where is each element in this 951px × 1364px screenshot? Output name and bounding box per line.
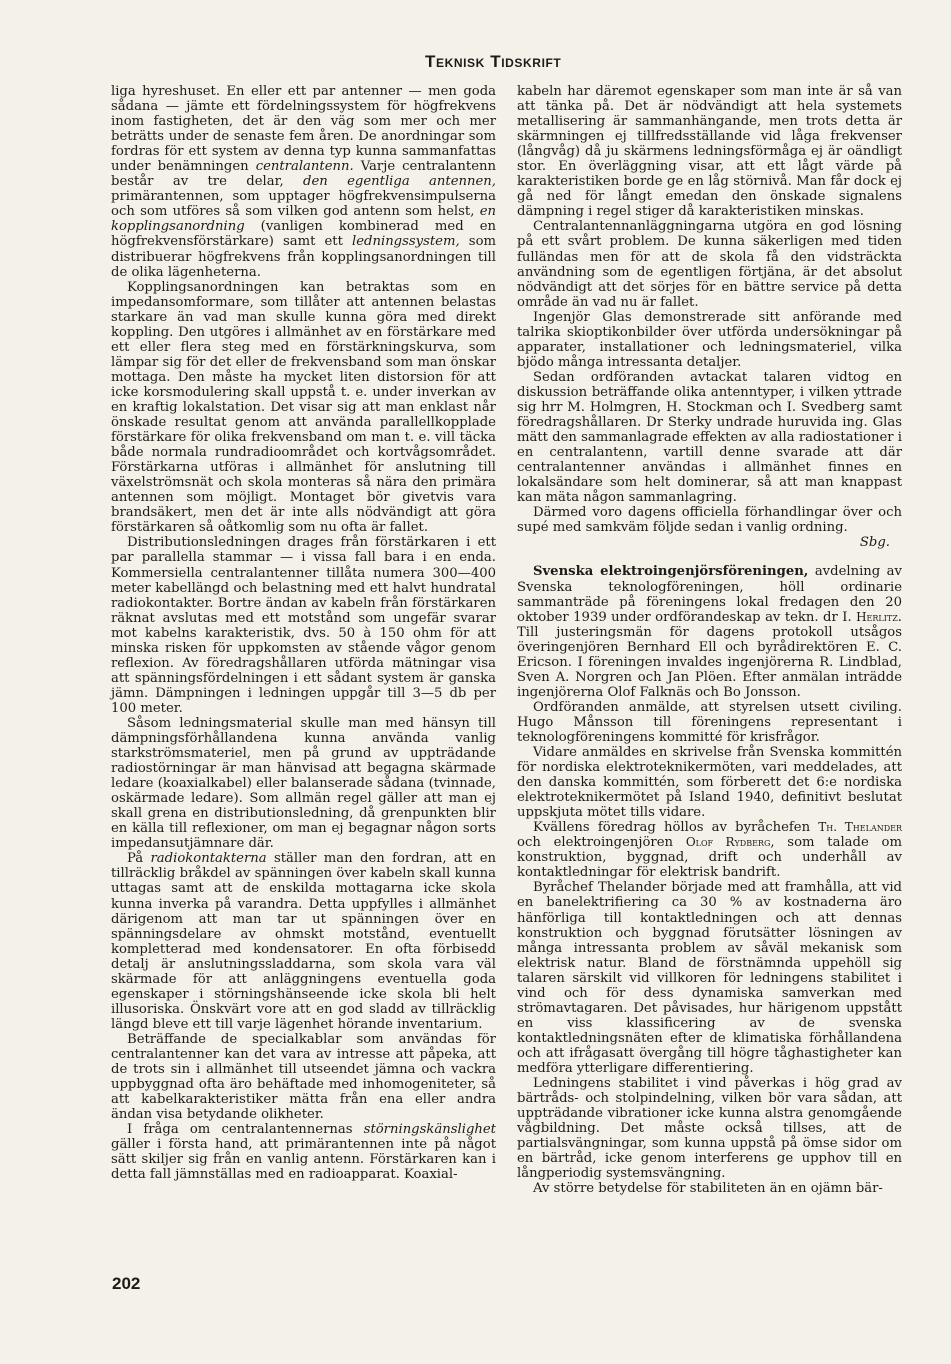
paragraph: Vidare anmäldes en skrivelse från Svenska kommittén för nordiska elektroteknikermöten, vari meddelades, att den danska kommittén, som förberett det 6:e nordiska elektroteknikermötet på Island 1940, definitivt beslutat uppskjuta mötet tills vidare. [517, 745, 902, 821]
paragraph: liga hyreshuset. En eller ett par antenner — men goda sådana — jämte ett fördelningssystem för högfrekvens inom fastigheten, det är den väg som mer och mer beträtts under de senaste fem åren. De anordningar som fordras för ett system av denna typ kunna sammanfattas under benämningen centralantenn. Varje centralantenn består av tre delar, den egentliga antennen, primärantennen, som upptager högfrekvensimpulserna och som utföres så som vilken god antenn som helst, en kopplingsanordning (vanligen kombinerad med en högfrekvensförstärkare) samt ett ledningssystem, som distribuerar högfrekvens från kopplingsanordningen till de olika lägenheterna. [111, 84, 497, 280]
paragraph: Såsom ledningsmaterial skulle man med hänsyn till dämpningsförhållandena kunna använda vanlig starkströmsmateriel, men på grund av uppträdande radiostörningar är man hänvisad att begagna skärmade ledare (koaxialkabel) eller balanserade sådana (tvinnade, oskärmade ledare). Som allmän regel gäller att man ej skall grena en distributionsledning, då grenpunkten blir en källa till reflexioner, om man ej begagnar någon sorts impedansutjämnare där. [111, 715, 496, 852]
paragraph: Därmed voro dagens officiella förhandlingar över och supé med samkväm följde sedan i vanlig ordning. [517, 505, 902, 536]
paragraph: Kvällens föredrag höllos av byråchefen Th. Thelander och elektroingenjören Olof Rydberg, som talade om konstruktion, byggnad, drift och underhåll av kontaktledningar för elektrisk bandrift. [517, 820, 902, 881]
paragraph: Centralantennanläggningarna utgöra en god lösning på ett svårt problem. De kunna säkerligen med tiden fulländas men för att de skola få den vidsträckta användning som de egentligen förtjäna, är det absolut nödvändigt att det sörjes för en bättre service på detta område än vad nu är fallet. [517, 219, 902, 310]
paragraph: Ordföranden anmälde, att styrelsen utsett civiling. Hugo Månsson till föreningens representant i teknologföreningens kommitté för krisfrågor. [517, 699, 902, 745]
paragraph: Kopplingsanordningen kan betraktas som en impedansomformare, som tillåter att antennen belastas starkare än vad man skulle kunna göra med direkt koppling. Den utgöres i allmänhet av en förstärkare med ett eller flera steg med en förstärkningskurva, som lämpar sig för det eller de frekvensband som man önskar mottaga. Den måste ha mycket liten distorsion för att icke korsmodulering skall uppstå t. e. under inverkan av en kraftig lokalstation. Det visar sig att man enklast når önskade resultat genom att använda parallellkopplade förstärkare för olika frekvensband om man t. e. vill täcka både normala rundradioområdet och kortvågsområdet. Förstärkarna utföras i allmänhet för anslutning till växelströmsnät och skola monteras så nära den primära antennen som möjligt. Montaget bör givetvis vara brandsäkert, men det är inte alls nödvändigt att göra förstärkaren så oåtkomlig som nu ofta är fallet. [111, 279, 496, 536]
page-number: 202 [112, 1274, 141, 1293]
section-lead: Svenska elektroingenjörsföreningen, [533, 564, 809, 580]
right-column [517, 84, 902, 1196]
paragraph: Byråchef Thelander började med att framhålla, att vid en banelektrifiering ca 30 % av kostnaderna äro hänförliga till kontaktledningen och att dennas konstruktion och byggnad förutsätter lösningen av många intressanta problem av såväl mekanisk som elektrisk natur. Bland de förstnämnda uppehöll sig talaren särskilt vid villkoren för ledningens stabilitet i vind och för dess dynamiska samverkan med strömavtagaren. Det påvisades, hur härigenom uppstått en viss klassificering av de svenska kontaktledningsnäten efter de klimatiska förhållandena och att ifrågasatt övergång till högre tåghastigheter kan medföra ytterligare differentiering. [517, 880, 902, 1076]
paragraph: Ledningens stabilitet i vind påverkas i hög grad av bärtråds- och stolpindelning, vilken bör vara sådan, att uppträdande vibrationer icke kunna alstra genomgående vågbildning. Det måste också tillses, att de partialsvängningar, som kunna uppstå på ömse sidor om en bärtråd, icke genom interferens ge upphov till en långperiodig systemsvängning. [517, 1076, 902, 1182]
author-signature: Sbg. [859, 535, 890, 551]
paragraph: Av större betydelse för stabiliteten än en ojämn bär- [533, 1181, 883, 1197]
paragraph: På radiokontakterna ställer man den fordran, att en tillräcklig bråkdel av spänningen över kabeln skall kunna uttagas samt att de enskilda mottagarna icke skola kunna inverka på varandra. Detta uppfylles i allmänhet därigenom att man tar ut spänningen över en spänningsdelare av ohmskt motstånd, eventuellt kompletterad med kondensatorer. En ofta förbisedd detalj är anslutningssladdarna, som skola vara väl skärmade för att anläggningens eventuella goda egenskaper i störningshänseende icke skola bli helt illusoriska. Önskvärt vore att en god sladd av tillräcklig längd bleve ett till varje lägenhet hörande inventarium. [111, 851, 496, 1032]
left-column [111, 84, 496, 1182]
paragraph: Distributionsledningen drages från förstärkaren i ett par parallella stammar — i vissa fall bara i en enda. Kommersiella centralantenner tillåta numera 300—400 meter kabellängd och belastning med ett halvt hundratal radiokontakter. Bortre ändan av kabeln från förstärkaren räknat avslutas med ett motstånd som ungefär svarar mot kabelns karakteristik, dvs. 50 à 150 ohm för att minska risken för uppkomsten av stående vågor genom reflexion. Av föredragshållaren utförda mätningar visa att spänningsfördelningen i ett sådant system är ganska jämn. Dämpningen i ledningen uppgår till 3—5 db per 100 meter. [111, 535, 496, 716]
paragraph: Ingenjör Glas demonstrerade sitt anförande med talrika skioptikonbilder över utförda undersökningar på apparater, installationer och ledningsmateriel, vilka bjödo många intressanta detaljer. [517, 309, 902, 370]
paragraph: kabeln har däremot egenskaper som man inte är så van att tänka på. Det är nödvändigt att hela systemets metallisering är sammanhängande, men trots detta är skärmningen ej tillfredsställande vid låga frekvenser (långvåg) då ju skärmens ledningsförmåga ej är oändligt stor. En överläggning visar, att ett lågt värde på karakteristiken borde ge en låg störnivå. Man får dock ej gå ned för långt emedan den önskade signalens dämpning i regel stiger då karakteristiken minskas. [517, 84, 902, 220]
paragraph: I fråga om centralantennernas störningskänslighet gäller i första hand, att primärantennen inte på något sätt skiljer sig från en vanlig antenn. Förstärkaren kan i detta fall jämnställas med en radioapparat. Koaxial- [111, 1122, 496, 1183]
section-paragraph: Svenska elektroingenjörsföreningen, avdelning av Svenska teknologföreningen, höll ordinarie sammanträde på föreningens lokal fredagen den 20 oktober 1939 under ordförandeskap av tekn. dr I. Herlitz. Till justeringsmän för dagens protokoll utsågos överingenjören Bernhard Ell och byrådirektören E. C. Ericson. I föreningen invaldes ingenjörerna R. Lindblad, Sven A. Norgren och Jan Plöen. Efter anmälan inträdde ingenjörerna Olof Falknäs och Bo Jonsson. [517, 564, 902, 700]
paragraph: Beträffande de specialkablar som användas för centralantenner kan det vara av intresse att påpeka, att de trots sin i allmänhet till utseendet jämna och vackra uppbyggnad ofta äro behäftade med inhomogeniteter, så att kabelkarakteristiker mätta från ena eller andra ändan visa betydande olikheter. [111, 1031, 496, 1123]
paragraph: Sedan ordföranden avtackat talaren vidtog en diskussion beträffande olika antenntyper, i vilken yttrade sig hrr M. Holmgren, H. Stockman och I. Svedberg samt föredragshållaren. Dr Sterky undrade huruvida ing. Glas mätt den sammanlagrade effekten av alla radiostationer i en centralantenn, vartill denne svarade att där centralantenner användas i allmänhet finnes en lokalsändare som helt dominerar, så att man knappast kan mäta någon sammanlagring. [517, 369, 902, 506]
journal-title: Teknisk Tidskrift [425, 52, 562, 71]
